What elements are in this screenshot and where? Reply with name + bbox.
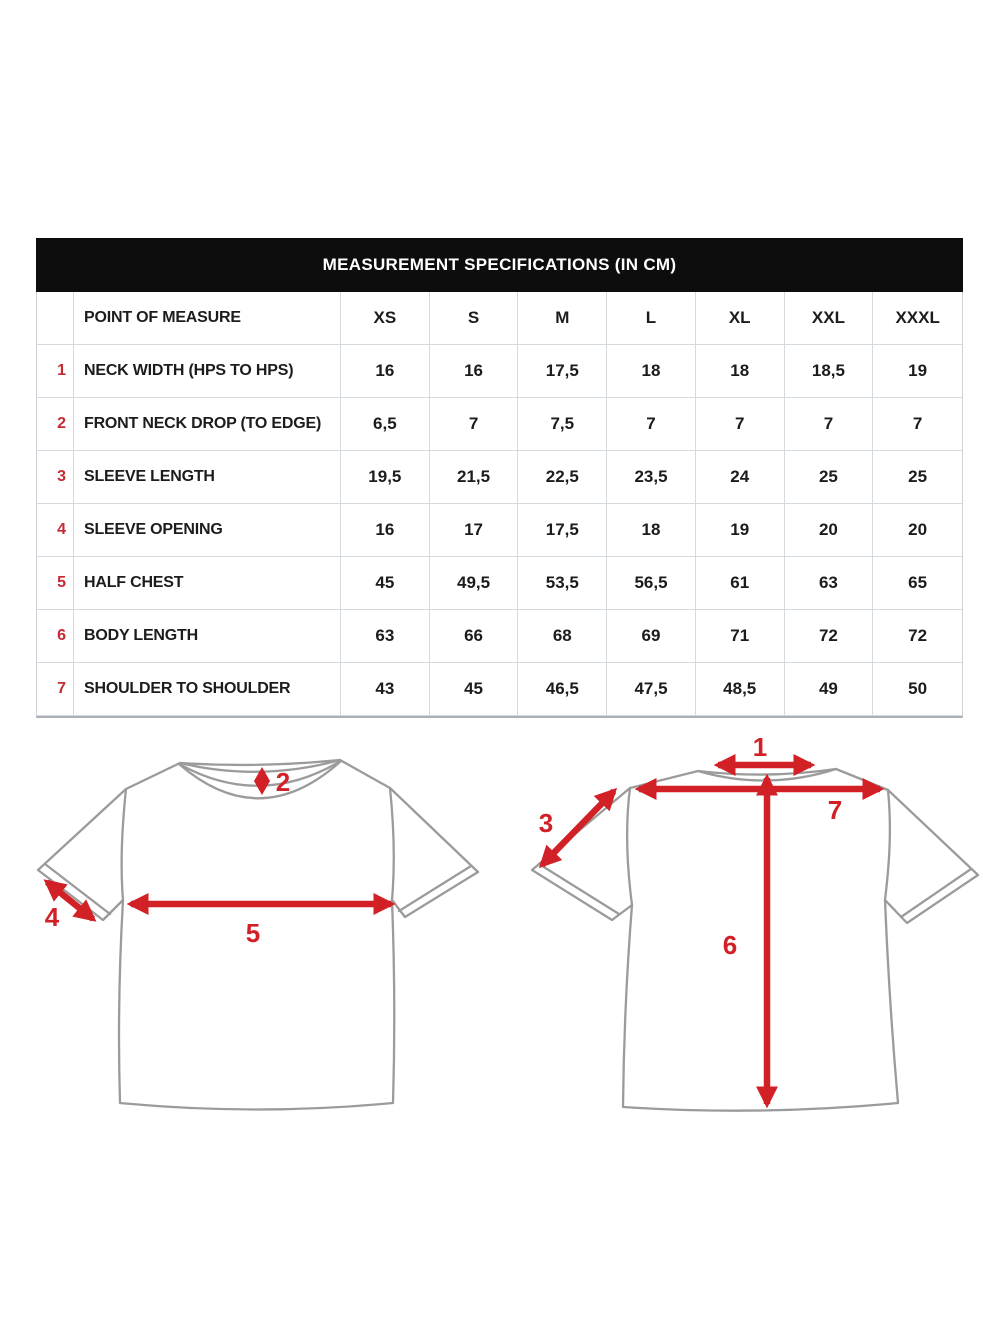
column-header-xs: XS: [341, 292, 430, 345]
row-label: BODY LENGTH: [74, 610, 341, 663]
table-cell: 20: [785, 504, 874, 557]
table-cell: 48,5: [696, 663, 785, 716]
table-cell: 19: [696, 504, 785, 557]
row-label: SHOULDER TO SHOULDER: [74, 663, 341, 716]
table-cell: 45: [341, 557, 430, 610]
back-shirt-outline: [532, 769, 978, 1111]
row-label: NECK WIDTH (HPS TO HPS): [74, 345, 341, 398]
table-cell: 56,5: [607, 557, 696, 610]
measurement-spec-table: [36, 238, 963, 718]
table-cell: 63: [341, 610, 430, 663]
table-cell: 7: [785, 398, 874, 451]
row-number: 2: [37, 398, 74, 451]
table-cell: 19: [873, 345, 962, 398]
column-header-xxl: XXL: [785, 292, 874, 345]
row-label: SLEEVE LENGTH: [74, 451, 341, 504]
front-shirt-diagram: [25, 742, 495, 1132]
neck-width-label: 1: [752, 735, 768, 762]
table-cell: 49,5: [430, 557, 519, 610]
row-number: 6: [37, 610, 74, 663]
table-cell: 50: [873, 663, 962, 716]
table-cell: 47,5: [607, 663, 696, 716]
column-header-point-of-measure: POINT OF MEASURE: [74, 292, 341, 345]
table-corner-cell: [37, 292, 74, 345]
body-length-label: 6: [722, 930, 738, 960]
table-cell: 17: [430, 504, 519, 557]
table-cell: 25: [873, 451, 962, 504]
column-header-m: M: [518, 292, 607, 345]
sleeve-opening-label: 4: [44, 902, 60, 932]
table-cell: 71: [696, 610, 785, 663]
table-cell: 7: [607, 398, 696, 451]
table-cell: 16: [430, 345, 519, 398]
table-cell: 18: [607, 504, 696, 557]
table-cell: 43: [341, 663, 430, 716]
row-label: HALF CHEST: [74, 557, 341, 610]
row-label: SLEEVE OPENING: [74, 504, 341, 557]
table-cell: 66: [430, 610, 519, 663]
table-grid: [36, 292, 963, 718]
column-header-xxxl: XXXL: [873, 292, 962, 345]
table-cell: 53,5: [518, 557, 607, 610]
row-number: 5: [37, 557, 74, 610]
back-shirt-diagram: [515, 735, 985, 1135]
table-cell: 18,5: [785, 345, 874, 398]
table-cell: 23,5: [607, 451, 696, 504]
column-header-s: S: [430, 292, 519, 345]
table-cell: 7: [873, 398, 962, 451]
table-cell: 49: [785, 663, 874, 716]
front-neck-drop-label: 2: [275, 767, 291, 797]
table-cell: 17,5: [518, 504, 607, 557]
table-cell: 6,5: [341, 398, 430, 451]
table-cell: 68: [518, 610, 607, 663]
column-header-xl: XL: [696, 292, 785, 345]
table-cell: 17,5: [518, 345, 607, 398]
half-chest-label: 5: [245, 918, 261, 948]
table-cell: 18: [607, 345, 696, 398]
table-cell: 20: [873, 504, 962, 557]
row-number: 7: [37, 663, 74, 716]
column-header-l: L: [607, 292, 696, 345]
table-cell: 72: [785, 610, 874, 663]
table-cell: 21,5: [430, 451, 519, 504]
table-cell: 22,5: [518, 451, 607, 504]
row-number: 3: [37, 451, 74, 504]
table-cell: 45: [430, 663, 519, 716]
sleeve-length-label: 3: [538, 808, 554, 838]
table-cell: 69: [607, 610, 696, 663]
table-cell: 19,5: [341, 451, 430, 504]
table-cell: 16: [341, 504, 430, 557]
table-cell: 18: [696, 345, 785, 398]
table-cell: 61: [696, 557, 785, 610]
table-cell: 7,5: [518, 398, 607, 451]
table-cell: 25: [785, 451, 874, 504]
table-cell: 63: [785, 557, 874, 610]
row-number: 4: [37, 504, 74, 557]
row-number: 1: [37, 345, 74, 398]
table-title: MEASUREMENT SPECIFICATIONS (IN CM): [36, 238, 963, 292]
table-cell: 16: [341, 345, 430, 398]
table-cell: 24: [696, 451, 785, 504]
row-label: FRONT NECK DROP (TO EDGE): [74, 398, 341, 451]
table-cell: 46,5: [518, 663, 607, 716]
table-cell: 7: [696, 398, 785, 451]
shoulder-to-shoulder-label: 7: [827, 795, 843, 825]
table-cell: 72: [873, 610, 962, 663]
table-cell: 65: [873, 557, 962, 610]
table-cell: 7: [430, 398, 519, 451]
